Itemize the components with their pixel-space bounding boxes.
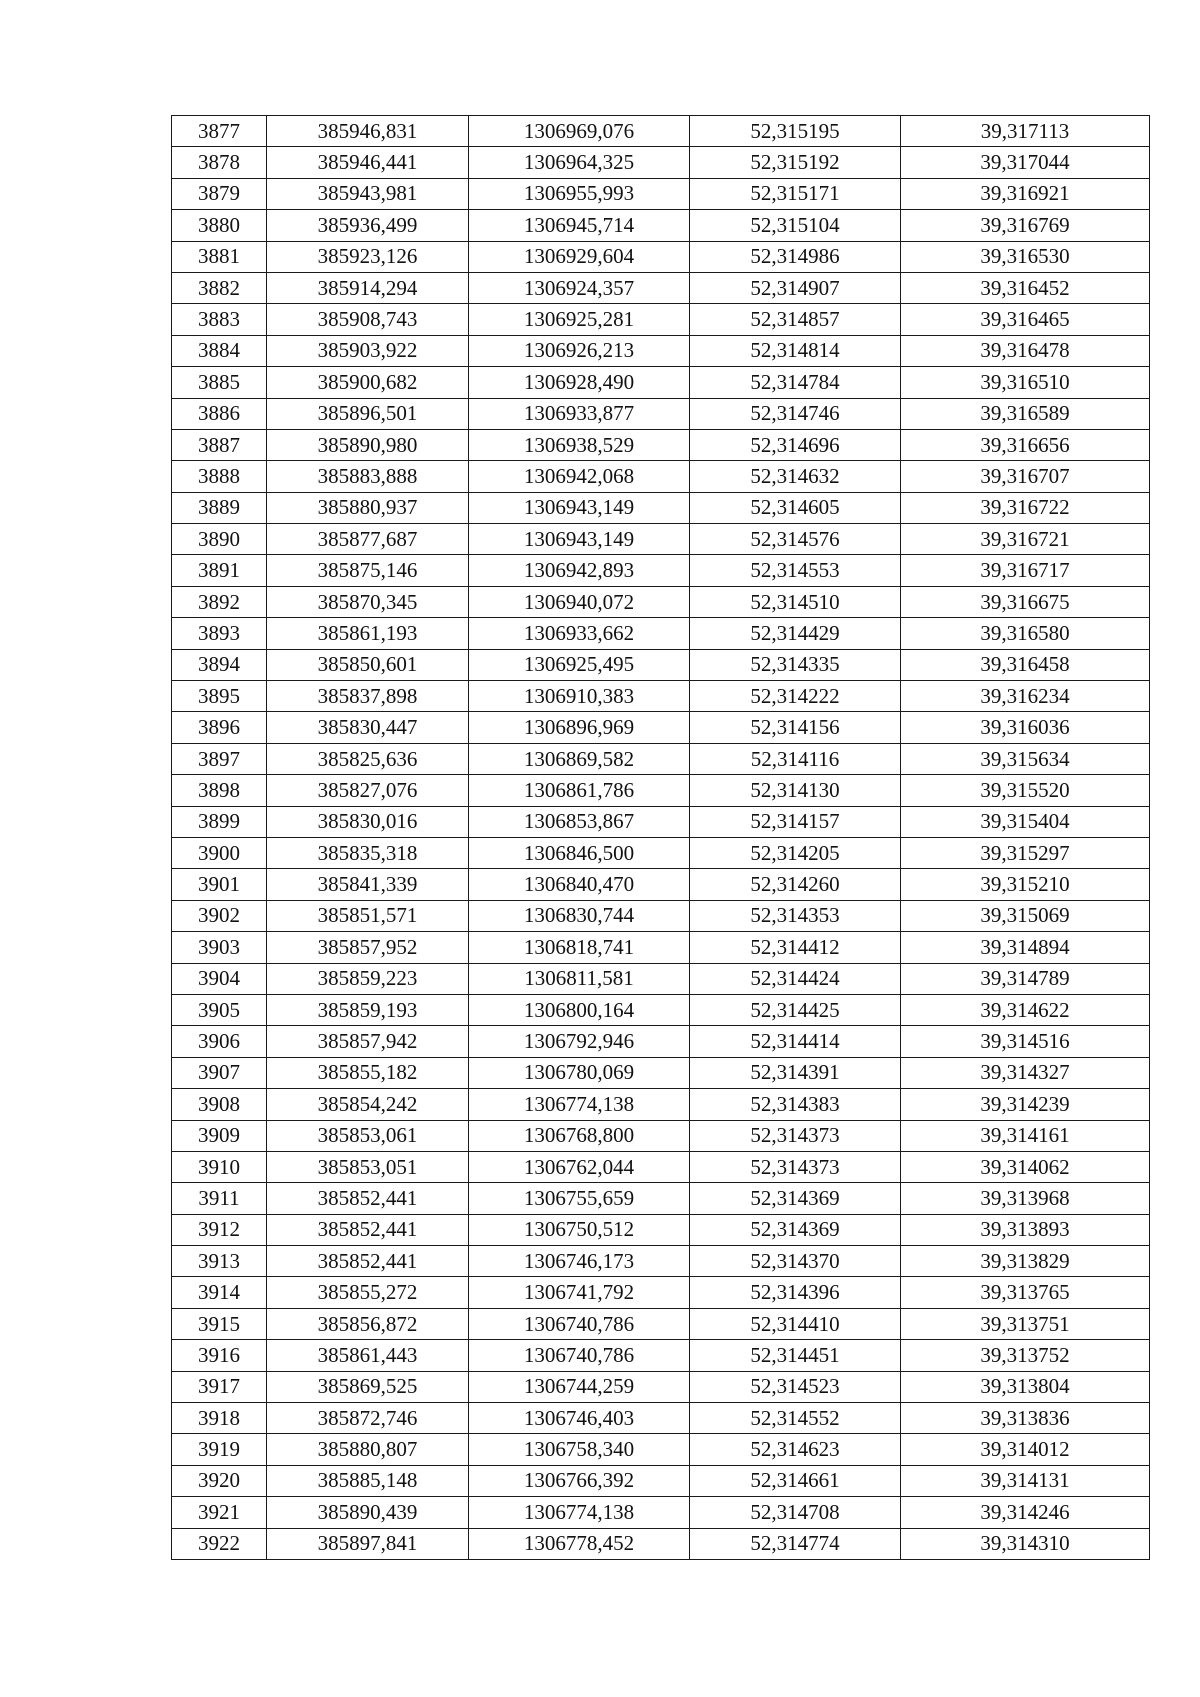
table-row bbox=[172, 210, 1150, 241]
latitude-cell: 52,314156 bbox=[690, 712, 901, 743]
x-coordinate-cell: 385861,193 bbox=[267, 618, 469, 649]
y-coordinate-cell: 1306840,470 bbox=[469, 869, 690, 900]
y-coordinate-cell: 1306910,383 bbox=[469, 681, 690, 712]
point-number-cell: 3894 bbox=[172, 649, 267, 680]
longitude-cell: 39,316921 bbox=[901, 178, 1150, 209]
y-coordinate-cell: 1306762,044 bbox=[469, 1151, 690, 1182]
point-number-cell: 3885 bbox=[172, 367, 267, 398]
latitude-cell: 52,314412 bbox=[690, 932, 901, 963]
y-coordinate-cell: 1306942,068 bbox=[469, 461, 690, 492]
x-coordinate-cell: 385875,146 bbox=[267, 555, 469, 586]
point-number-cell: 3882 bbox=[172, 272, 267, 303]
table-row bbox=[172, 1089, 1150, 1120]
x-coordinate-cell: 385857,952 bbox=[267, 932, 469, 963]
x-coordinate-cell: 385859,223 bbox=[267, 963, 469, 994]
latitude-cell: 52,314429 bbox=[690, 618, 901, 649]
coordinates-table bbox=[171, 115, 1150, 1560]
longitude-cell: 39,314062 bbox=[901, 1151, 1150, 1182]
y-coordinate-cell: 1306758,340 bbox=[469, 1434, 690, 1465]
y-coordinate-cell: 1306744,259 bbox=[469, 1371, 690, 1402]
latitude-cell: 52,314116 bbox=[690, 743, 901, 774]
point-number-cell: 3877 bbox=[172, 116, 267, 147]
y-coordinate-cell: 1306741,792 bbox=[469, 1277, 690, 1308]
longitude-cell: 39,313765 bbox=[901, 1277, 1150, 1308]
x-coordinate-cell: 385880,807 bbox=[267, 1434, 469, 1465]
point-number-cell: 3922 bbox=[172, 1528, 267, 1559]
y-coordinate-cell: 1306955,993 bbox=[469, 178, 690, 209]
longitude-cell: 39,316675 bbox=[901, 586, 1150, 617]
latitude-cell: 52,314814 bbox=[690, 335, 901, 366]
table-row bbox=[172, 367, 1150, 398]
point-number-cell: 3908 bbox=[172, 1089, 267, 1120]
point-number-cell: 3891 bbox=[172, 555, 267, 586]
latitude-cell: 52,314696 bbox=[690, 429, 901, 460]
y-coordinate-cell: 1306750,512 bbox=[469, 1214, 690, 1245]
table-row bbox=[172, 775, 1150, 806]
point-number-cell: 3878 bbox=[172, 147, 267, 178]
x-coordinate-cell: 385861,443 bbox=[267, 1340, 469, 1371]
longitude-cell: 39,316707 bbox=[901, 461, 1150, 492]
point-number-cell: 3902 bbox=[172, 900, 267, 931]
longitude-cell: 39,316458 bbox=[901, 649, 1150, 680]
y-coordinate-cell: 1306830,744 bbox=[469, 900, 690, 931]
longitude-cell: 39,316452 bbox=[901, 272, 1150, 303]
longitude-cell: 39,316580 bbox=[901, 618, 1150, 649]
x-coordinate-cell: 385837,898 bbox=[267, 681, 469, 712]
point-number-cell: 3910 bbox=[172, 1151, 267, 1182]
x-coordinate-cell: 385890,980 bbox=[267, 429, 469, 460]
latitude-cell: 52,314774 bbox=[690, 1528, 901, 1559]
point-number-cell: 3913 bbox=[172, 1246, 267, 1277]
latitude-cell: 52,314157 bbox=[690, 806, 901, 837]
point-number-cell: 3881 bbox=[172, 241, 267, 272]
y-coordinate-cell: 1306938,529 bbox=[469, 429, 690, 460]
y-coordinate-cell: 1306925,281 bbox=[469, 304, 690, 335]
latitude-cell: 52,314335 bbox=[690, 649, 901, 680]
y-coordinate-cell: 1306933,877 bbox=[469, 398, 690, 429]
table-row bbox=[172, 461, 1150, 492]
table-row bbox=[172, 681, 1150, 712]
x-coordinate-cell: 385872,746 bbox=[267, 1403, 469, 1434]
y-coordinate-cell: 1306811,581 bbox=[469, 963, 690, 994]
longitude-cell: 39,316656 bbox=[901, 429, 1150, 460]
x-coordinate-cell: 385870,345 bbox=[267, 586, 469, 617]
point-number-cell: 3880 bbox=[172, 210, 267, 241]
longitude-cell: 39,315634 bbox=[901, 743, 1150, 774]
y-coordinate-cell: 1306766,392 bbox=[469, 1465, 690, 1496]
latitude-cell: 52,314353 bbox=[690, 900, 901, 931]
longitude-cell: 39,314622 bbox=[901, 994, 1150, 1025]
table-row bbox=[172, 272, 1150, 303]
table-row bbox=[172, 116, 1150, 147]
table-row bbox=[172, 492, 1150, 523]
point-number-cell: 3895 bbox=[172, 681, 267, 712]
y-coordinate-cell: 1306929,604 bbox=[469, 241, 690, 272]
longitude-cell: 39,316465 bbox=[901, 304, 1150, 335]
longitude-cell: 39,316721 bbox=[901, 524, 1150, 555]
table-row bbox=[172, 429, 1150, 460]
point-number-cell: 3899 bbox=[172, 806, 267, 837]
longitude-cell: 39,314310 bbox=[901, 1528, 1150, 1559]
longitude-cell: 39,315069 bbox=[901, 900, 1150, 931]
x-coordinate-cell: 385885,148 bbox=[267, 1465, 469, 1496]
point-number-cell: 3907 bbox=[172, 1057, 267, 1088]
longitude-cell: 39,315297 bbox=[901, 837, 1150, 868]
x-coordinate-cell: 385855,182 bbox=[267, 1057, 469, 1088]
table-row bbox=[172, 1371, 1150, 1402]
longitude-cell: 39,314246 bbox=[901, 1497, 1150, 1528]
table-row bbox=[172, 147, 1150, 178]
latitude-cell: 52,315192 bbox=[690, 147, 901, 178]
point-number-cell: 3898 bbox=[172, 775, 267, 806]
table-row bbox=[172, 869, 1150, 900]
point-number-cell: 3888 bbox=[172, 461, 267, 492]
x-coordinate-cell: 385890,439 bbox=[267, 1497, 469, 1528]
latitude-cell: 52,314986 bbox=[690, 241, 901, 272]
x-coordinate-cell: 385883,888 bbox=[267, 461, 469, 492]
latitude-cell: 52,314708 bbox=[690, 1497, 901, 1528]
longitude-cell: 39,316717 bbox=[901, 555, 1150, 586]
longitude-cell: 39,315404 bbox=[901, 806, 1150, 837]
point-number-cell: 3893 bbox=[172, 618, 267, 649]
y-coordinate-cell: 1306853,867 bbox=[469, 806, 690, 837]
latitude-cell: 52,314784 bbox=[690, 367, 901, 398]
x-coordinate-cell: 385877,687 bbox=[267, 524, 469, 555]
y-coordinate-cell: 1306945,714 bbox=[469, 210, 690, 241]
x-coordinate-cell: 385854,242 bbox=[267, 1089, 469, 1120]
table-row bbox=[172, 1183, 1150, 1214]
y-coordinate-cell: 1306925,495 bbox=[469, 649, 690, 680]
table-row bbox=[172, 1434, 1150, 1465]
x-coordinate-cell: 385852,441 bbox=[267, 1183, 469, 1214]
latitude-cell: 52,314523 bbox=[690, 1371, 901, 1402]
latitude-cell: 52,314414 bbox=[690, 1026, 901, 1057]
x-coordinate-cell: 385897,841 bbox=[267, 1528, 469, 1559]
x-coordinate-cell: 385908,743 bbox=[267, 304, 469, 335]
point-number-cell: 3896 bbox=[172, 712, 267, 743]
longitude-cell: 39,313968 bbox=[901, 1183, 1150, 1214]
latitude-cell: 52,314510 bbox=[690, 586, 901, 617]
point-number-cell: 3906 bbox=[172, 1026, 267, 1057]
table-row bbox=[172, 618, 1150, 649]
x-coordinate-cell: 385853,061 bbox=[267, 1120, 469, 1151]
x-coordinate-cell: 385852,441 bbox=[267, 1214, 469, 1245]
table-row bbox=[172, 1120, 1150, 1151]
latitude-cell: 52,314222 bbox=[690, 681, 901, 712]
table-row bbox=[172, 1403, 1150, 1434]
point-number-cell: 3884 bbox=[172, 335, 267, 366]
longitude-cell: 39,314894 bbox=[901, 932, 1150, 963]
table-row bbox=[172, 1465, 1150, 1496]
y-coordinate-cell: 1306746,403 bbox=[469, 1403, 690, 1434]
latitude-cell: 52,314425 bbox=[690, 994, 901, 1025]
longitude-cell: 39,317044 bbox=[901, 147, 1150, 178]
coordinates-table-body bbox=[172, 116, 1150, 1560]
table-row bbox=[172, 1277, 1150, 1308]
y-coordinate-cell: 1306869,582 bbox=[469, 743, 690, 774]
table-row bbox=[172, 963, 1150, 994]
point-number-cell: 3917 bbox=[172, 1371, 267, 1402]
longitude-cell: 39,316589 bbox=[901, 398, 1150, 429]
table-row bbox=[172, 1497, 1150, 1528]
point-number-cell: 3890 bbox=[172, 524, 267, 555]
longitude-cell: 39,313829 bbox=[901, 1246, 1150, 1277]
longitude-cell: 39,316478 bbox=[901, 335, 1150, 366]
y-coordinate-cell: 1306942,893 bbox=[469, 555, 690, 586]
table-row bbox=[172, 806, 1150, 837]
latitude-cell: 52,314260 bbox=[690, 869, 901, 900]
longitude-cell: 39,313893 bbox=[901, 1214, 1150, 1245]
table-row bbox=[172, 241, 1150, 272]
x-coordinate-cell: 385852,441 bbox=[267, 1246, 469, 1277]
longitude-cell: 39,313752 bbox=[901, 1340, 1150, 1371]
x-coordinate-cell: 385851,571 bbox=[267, 900, 469, 931]
table-row bbox=[172, 1528, 1150, 1559]
latitude-cell: 52,314391 bbox=[690, 1057, 901, 1088]
x-coordinate-cell: 385914,294 bbox=[267, 272, 469, 303]
longitude-cell: 39,315520 bbox=[901, 775, 1150, 806]
table-row bbox=[172, 1340, 1150, 1371]
x-coordinate-cell: 385946,831 bbox=[267, 116, 469, 147]
x-coordinate-cell: 385841,339 bbox=[267, 869, 469, 900]
point-number-cell: 3912 bbox=[172, 1214, 267, 1245]
longitude-cell: 39,314131 bbox=[901, 1465, 1150, 1496]
y-coordinate-cell: 1306896,969 bbox=[469, 712, 690, 743]
latitude-cell: 52,314661 bbox=[690, 1465, 901, 1496]
latitude-cell: 52,314130 bbox=[690, 775, 901, 806]
longitude-cell: 39,316234 bbox=[901, 681, 1150, 712]
table-row bbox=[172, 398, 1150, 429]
point-number-cell: 3887 bbox=[172, 429, 267, 460]
x-coordinate-cell: 385830,447 bbox=[267, 712, 469, 743]
latitude-cell: 52,314383 bbox=[690, 1089, 901, 1120]
latitude-cell: 52,314369 bbox=[690, 1214, 901, 1245]
longitude-cell: 39,314012 bbox=[901, 1434, 1150, 1465]
x-coordinate-cell: 385827,076 bbox=[267, 775, 469, 806]
table-row bbox=[172, 1246, 1150, 1277]
table-row bbox=[172, 1151, 1150, 1182]
y-coordinate-cell: 1306755,659 bbox=[469, 1183, 690, 1214]
table-row bbox=[172, 994, 1150, 1025]
point-number-cell: 3901 bbox=[172, 869, 267, 900]
table-row bbox=[172, 335, 1150, 366]
x-coordinate-cell: 385946,441 bbox=[267, 147, 469, 178]
longitude-cell: 39,314516 bbox=[901, 1026, 1150, 1057]
point-number-cell: 3883 bbox=[172, 304, 267, 335]
point-number-cell: 3892 bbox=[172, 586, 267, 617]
longitude-cell: 39,313751 bbox=[901, 1308, 1150, 1339]
table-row bbox=[172, 1214, 1150, 1245]
latitude-cell: 52,314205 bbox=[690, 837, 901, 868]
y-coordinate-cell: 1306964,325 bbox=[469, 147, 690, 178]
x-coordinate-cell: 385900,682 bbox=[267, 367, 469, 398]
point-number-cell: 3911 bbox=[172, 1183, 267, 1214]
y-coordinate-cell: 1306846,500 bbox=[469, 837, 690, 868]
longitude-cell: 39,316530 bbox=[901, 241, 1150, 272]
point-number-cell: 3918 bbox=[172, 1403, 267, 1434]
point-number-cell: 3914 bbox=[172, 1277, 267, 1308]
y-coordinate-cell: 1306792,946 bbox=[469, 1026, 690, 1057]
longitude-cell: 39,316722 bbox=[901, 492, 1150, 523]
point-number-cell: 3909 bbox=[172, 1120, 267, 1151]
latitude-cell: 52,314632 bbox=[690, 461, 901, 492]
x-coordinate-cell: 385857,942 bbox=[267, 1026, 469, 1057]
table-row bbox=[172, 649, 1150, 680]
point-number-cell: 3886 bbox=[172, 398, 267, 429]
longitude-cell: 39,317113 bbox=[901, 116, 1150, 147]
point-number-cell: 3921 bbox=[172, 1497, 267, 1528]
y-coordinate-cell: 1306928,490 bbox=[469, 367, 690, 398]
x-coordinate-cell: 385850,601 bbox=[267, 649, 469, 680]
latitude-cell: 52,314396 bbox=[690, 1277, 901, 1308]
longitude-cell: 39,314239 bbox=[901, 1089, 1150, 1120]
table-row bbox=[172, 837, 1150, 868]
x-coordinate-cell: 385923,126 bbox=[267, 241, 469, 272]
x-coordinate-cell: 385853,051 bbox=[267, 1151, 469, 1182]
x-coordinate-cell: 385856,872 bbox=[267, 1308, 469, 1339]
longitude-cell: 39,314161 bbox=[901, 1120, 1150, 1151]
y-coordinate-cell: 1306940,072 bbox=[469, 586, 690, 617]
latitude-cell: 52,314373 bbox=[690, 1120, 901, 1151]
x-coordinate-cell: 385943,981 bbox=[267, 178, 469, 209]
latitude-cell: 52,314746 bbox=[690, 398, 901, 429]
x-coordinate-cell: 385835,318 bbox=[267, 837, 469, 868]
table-row bbox=[172, 900, 1150, 931]
point-number-cell: 3904 bbox=[172, 963, 267, 994]
latitude-cell: 52,314369 bbox=[690, 1183, 901, 1214]
longitude-cell: 39,314789 bbox=[901, 963, 1150, 994]
y-coordinate-cell: 1306774,138 bbox=[469, 1089, 690, 1120]
y-coordinate-cell: 1306861,786 bbox=[469, 775, 690, 806]
latitude-cell: 52,315104 bbox=[690, 210, 901, 241]
latitude-cell: 52,314576 bbox=[690, 524, 901, 555]
latitude-cell: 52,314907 bbox=[690, 272, 901, 303]
point-number-cell: 3919 bbox=[172, 1434, 267, 1465]
table-row bbox=[172, 304, 1150, 335]
table-row bbox=[172, 555, 1150, 586]
y-coordinate-cell: 1306926,213 bbox=[469, 335, 690, 366]
point-number-cell: 3897 bbox=[172, 743, 267, 774]
latitude-cell: 52,314370 bbox=[690, 1246, 901, 1277]
y-coordinate-cell: 1306778,452 bbox=[469, 1528, 690, 1559]
point-number-cell: 3916 bbox=[172, 1340, 267, 1371]
y-coordinate-cell: 1306943,149 bbox=[469, 524, 690, 555]
latitude-cell: 52,314373 bbox=[690, 1151, 901, 1182]
x-coordinate-cell: 385830,016 bbox=[267, 806, 469, 837]
x-coordinate-cell: 385859,193 bbox=[267, 994, 469, 1025]
latitude-cell: 52,315171 bbox=[690, 178, 901, 209]
table-row bbox=[172, 586, 1150, 617]
y-coordinate-cell: 1306740,786 bbox=[469, 1308, 690, 1339]
point-number-cell: 3879 bbox=[172, 178, 267, 209]
point-number-cell: 3905 bbox=[172, 994, 267, 1025]
latitude-cell: 52,314451 bbox=[690, 1340, 901, 1371]
longitude-cell: 39,314327 bbox=[901, 1057, 1150, 1088]
latitude-cell: 52,314410 bbox=[690, 1308, 901, 1339]
y-coordinate-cell: 1306740,786 bbox=[469, 1340, 690, 1371]
longitude-cell: 39,315210 bbox=[901, 869, 1150, 900]
y-coordinate-cell: 1306818,741 bbox=[469, 932, 690, 963]
x-coordinate-cell: 385869,525 bbox=[267, 1371, 469, 1402]
table-row bbox=[172, 932, 1150, 963]
x-coordinate-cell: 385880,937 bbox=[267, 492, 469, 523]
point-number-cell: 3900 bbox=[172, 837, 267, 868]
latitude-cell: 52,314424 bbox=[690, 963, 901, 994]
point-number-cell: 3889 bbox=[172, 492, 267, 523]
longitude-cell: 39,316036 bbox=[901, 712, 1150, 743]
longitude-cell: 39,316510 bbox=[901, 367, 1150, 398]
y-coordinate-cell: 1306924,357 bbox=[469, 272, 690, 303]
y-coordinate-cell: 1306746,173 bbox=[469, 1246, 690, 1277]
y-coordinate-cell: 1306933,662 bbox=[469, 618, 690, 649]
x-coordinate-cell: 385896,501 bbox=[267, 398, 469, 429]
latitude-cell: 52,314857 bbox=[690, 304, 901, 335]
table-row bbox=[172, 178, 1150, 209]
latitude-cell: 52,314553 bbox=[690, 555, 901, 586]
table-row bbox=[172, 1026, 1150, 1057]
longitude-cell: 39,313804 bbox=[901, 1371, 1150, 1402]
y-coordinate-cell: 1306943,149 bbox=[469, 492, 690, 523]
table-row bbox=[172, 1308, 1150, 1339]
x-coordinate-cell: 385903,922 bbox=[267, 335, 469, 366]
x-coordinate-cell: 385936,499 bbox=[267, 210, 469, 241]
latitude-cell: 52,315195 bbox=[690, 116, 901, 147]
x-coordinate-cell: 385825,636 bbox=[267, 743, 469, 774]
longitude-cell: 39,316769 bbox=[901, 210, 1150, 241]
y-coordinate-cell: 1306774,138 bbox=[469, 1497, 690, 1528]
table-row bbox=[172, 712, 1150, 743]
point-number-cell: 3903 bbox=[172, 932, 267, 963]
table-row bbox=[172, 743, 1150, 774]
x-coordinate-cell: 385855,272 bbox=[267, 1277, 469, 1308]
table-row bbox=[172, 524, 1150, 555]
latitude-cell: 52,314605 bbox=[690, 492, 901, 523]
point-number-cell: 3915 bbox=[172, 1308, 267, 1339]
y-coordinate-cell: 1306768,800 bbox=[469, 1120, 690, 1151]
y-coordinate-cell: 1306780,069 bbox=[469, 1057, 690, 1088]
table-row bbox=[172, 1057, 1150, 1088]
point-number-cell: 3920 bbox=[172, 1465, 267, 1496]
latitude-cell: 52,314623 bbox=[690, 1434, 901, 1465]
latitude-cell: 52,314552 bbox=[690, 1403, 901, 1434]
y-coordinate-cell: 1306969,076 bbox=[469, 116, 690, 147]
y-coordinate-cell: 1306800,164 bbox=[469, 994, 690, 1025]
longitude-cell: 39,313836 bbox=[901, 1403, 1150, 1434]
